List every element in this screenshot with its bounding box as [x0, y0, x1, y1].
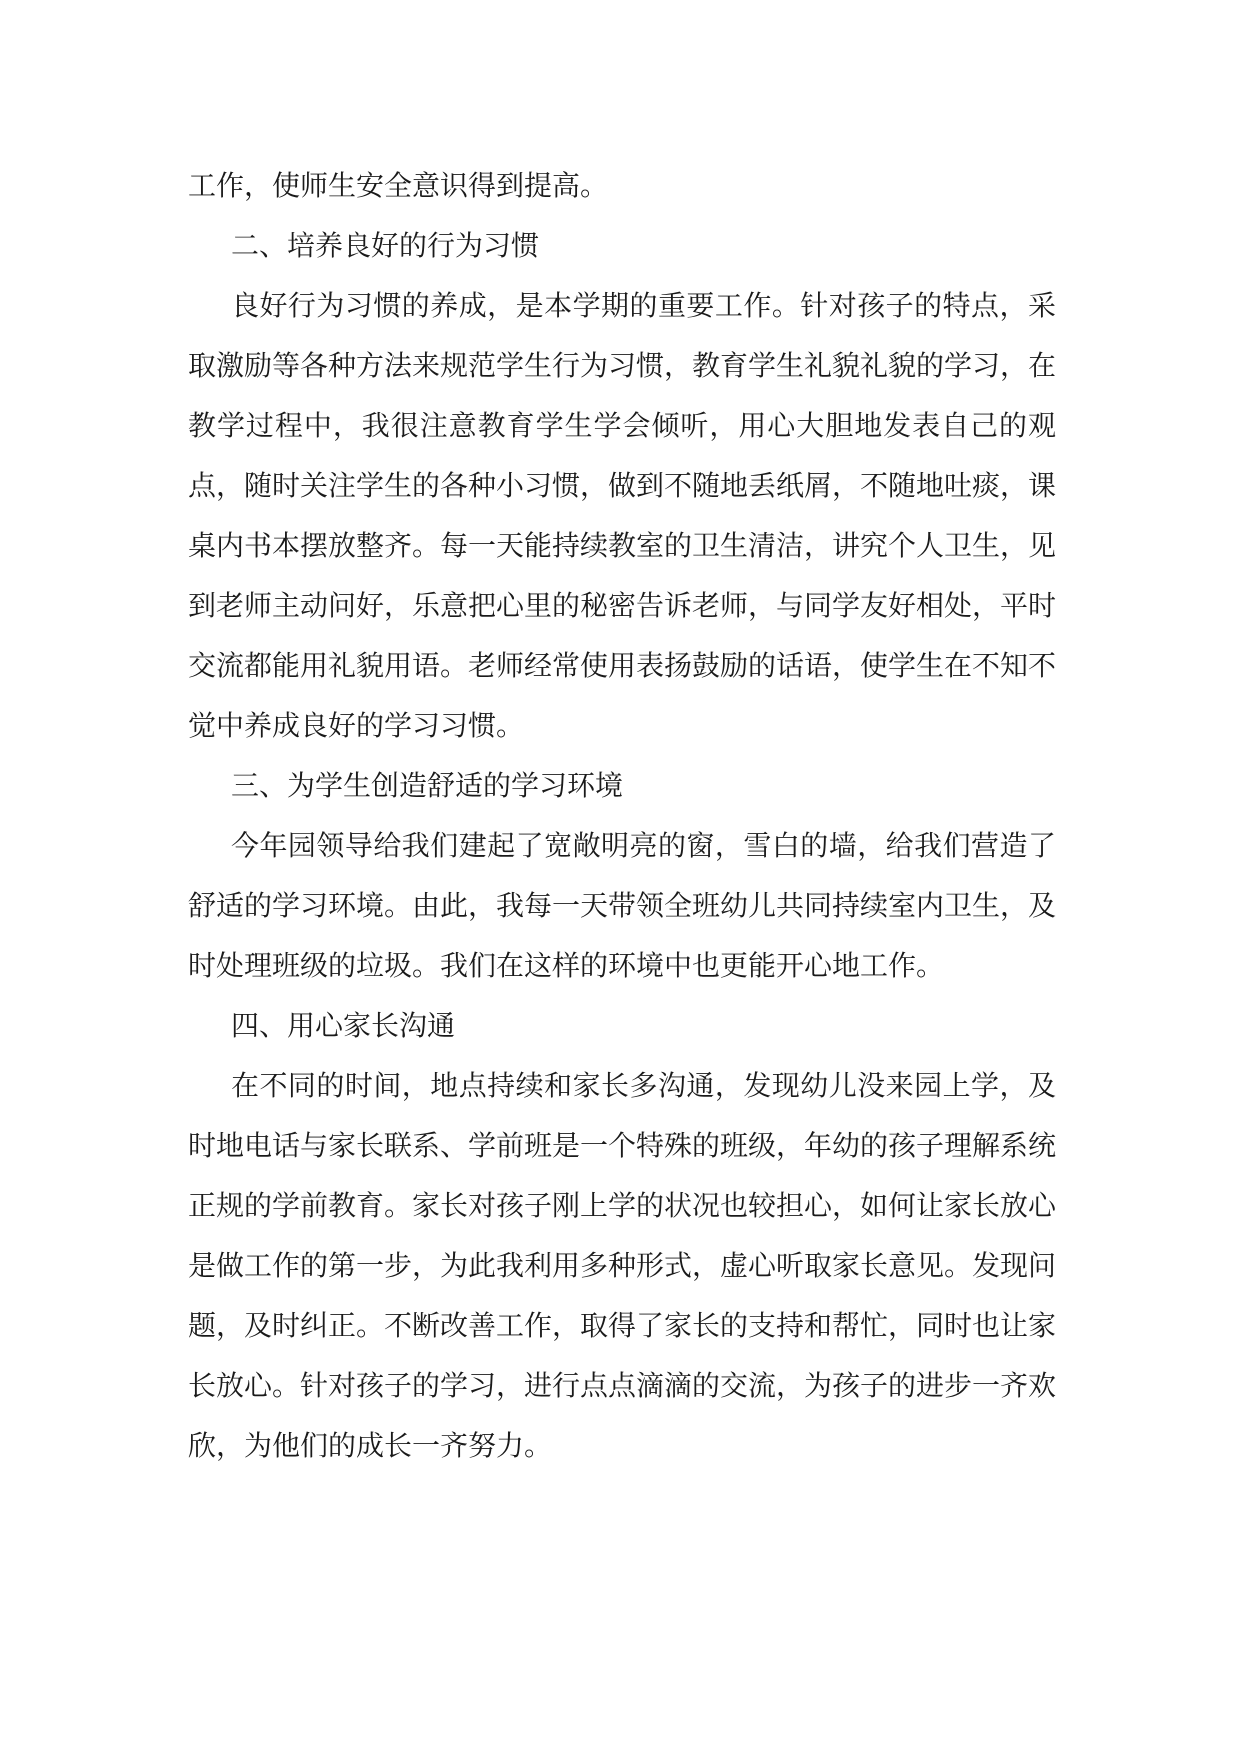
section-heading-2: 二、培养良好的行为习惯: [231, 229, 540, 262]
document-body: [188, 156, 1056, 1476]
section-heading-4: 四、用心家长沟通: [231, 1009, 456, 1042]
paragraph-learning-environment: 今年园领导给我们建起了宽敞明亮的窗，雪白的墙，给我们营造了舒适的学习环境。由此，我每一天带领全班幼儿共同持续室内卫生，及时处理班级的垃圾。我们在这样的环境中也更能开心地工作。: [188, 829, 1057, 982]
paragraph-behavior-habits: 良好行为习惯的养成，是本学期的重要工作。针对孩子的特点，采取激励等各种方法来规范学生行为习惯，教育学生礼貌礼貌的学习，在教学过程中，我很注意教育学生学会倾听，用心大胆地发表自己的观点，随时关注学生的各种小习惯，做到不随地丢纸屑，不随地吐痰，课桌内书本摆放整齐。每一天能持续教室的卫生清洁，讲究个人卫生，见到老师主动问好，乐意把心里的秘密告诉老师，与同学友好相处，平时交流都能用礼貌用语。老师经常使用表扬鼓励的话语，使学生在不知不觉中养成良好的学习习惯。: [188, 289, 1057, 742]
paragraph-parent-communication: 在不同的时间，地点持续和家长多沟通，发现幼儿没来园上学，及时地电话与家长联系、学前班是一个特殊的班级，年幼的孩子理解系统正规的学前教育。家长对孩子刚上学的状况也较担心，如何让家长放心是做工作的第一步，为此我利用多种形式，虚心听取家长意见。发现问题，及时纠正。不断改善工作，取得了家长的支持和帮忙，同时也让家长放心。针对孩子的学习，进行点点滴滴的交流，为孩子的进步一齐欢欣，为他们的成长一齐努力。: [188, 1069, 1057, 1462]
section-heading-3: 三、为学生创造舒适的学习环境: [231, 769, 624, 802]
paragraph-continued: 工作，使师生安全意识得到提高。: [188, 169, 609, 202]
